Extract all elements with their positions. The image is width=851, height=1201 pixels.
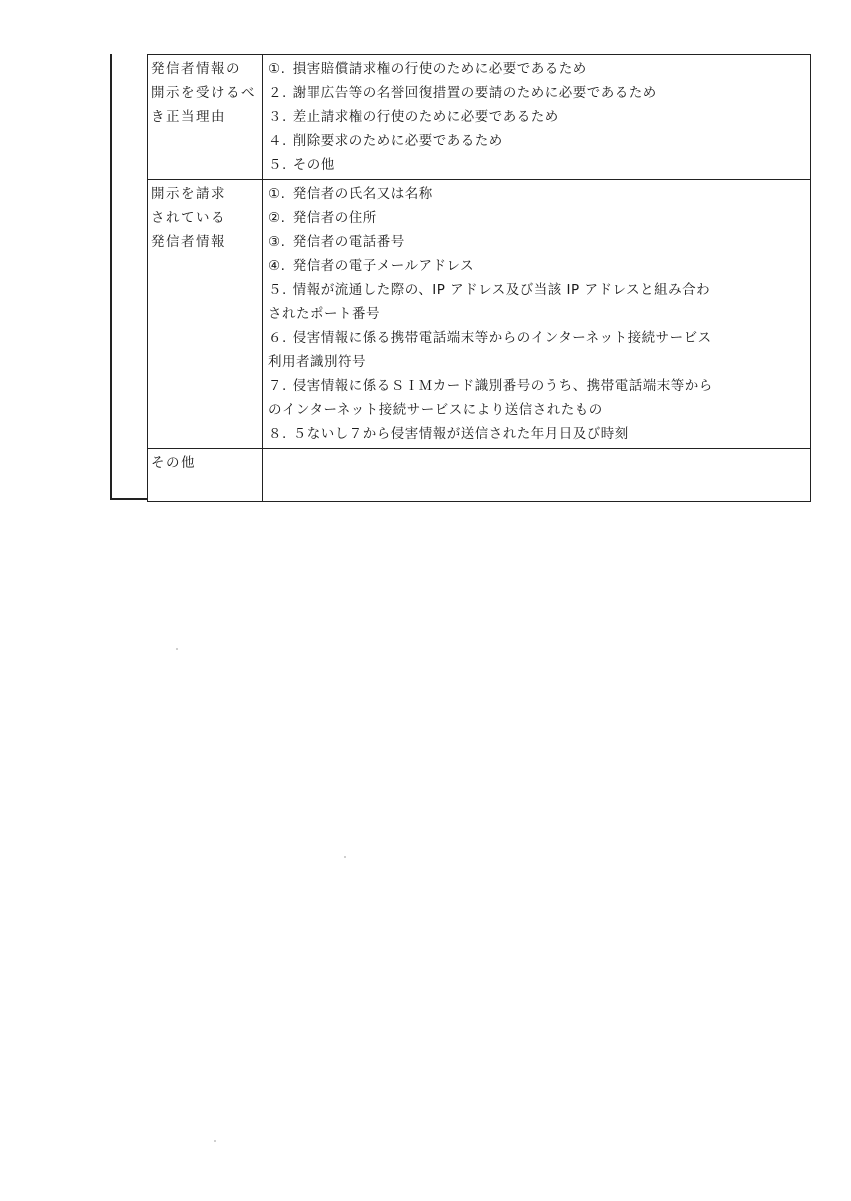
- list-item: [268, 129, 810, 153]
- table-row-other: [148, 449, 811, 502]
- disclosure-request-table: [147, 54, 811, 502]
- item-number: ２.: [268, 85, 287, 101]
- list-item: [268, 422, 810, 446]
- label-line: その他: [151, 455, 196, 471]
- list-item: [268, 374, 810, 398]
- label-legitimate-reasons: [148, 55, 263, 180]
- item-number: ８.: [268, 426, 287, 442]
- list-item: [268, 230, 810, 254]
- list-item: [268, 153, 810, 177]
- other-field: [263, 449, 811, 502]
- item-text: 侵害情報に係る携帯電話端末等からのインターネット接続サービス: [292, 330, 712, 346]
- list-item: [268, 326, 810, 350]
- item-text: ５ないし７から侵害情報が送信された年月日及び時刻: [292, 426, 629, 442]
- item-number: ①.: [268, 61, 286, 77]
- item-number: ７.: [268, 378, 287, 394]
- item-text: 謝罪広告等の名誉回復措置の要請のために必要であるため: [292, 85, 657, 101]
- item-number: ②.: [268, 210, 286, 226]
- label-line: 発信者情報の: [151, 61, 241, 77]
- label-other: [148, 449, 263, 502]
- list-item: [268, 278, 810, 302]
- item-number: ５.: [268, 282, 287, 298]
- label-line: 開示を受けるべ: [151, 85, 256, 101]
- item-text: 発信者の電話番号: [292, 234, 405, 250]
- label-requested-info: [148, 180, 263, 449]
- table-row-legitimate-reasons: [148, 55, 811, 180]
- list-item-continuation: のインターネット接続サービスにより送信されたもの: [268, 402, 603, 418]
- form-left-rail: [110, 54, 147, 500]
- list-item: [268, 182, 810, 206]
- label-line: 開示を請求: [151, 186, 226, 202]
- requested-info-list: [263, 180, 811, 449]
- item-text: 情報が流通した際の、IP アドレス及び当該 IP アドレスと組み合わ: [292, 282, 711, 298]
- item-text: 発信者の住所: [292, 210, 377, 226]
- label-line: されている: [151, 210, 226, 226]
- table-row-requested-info: [148, 180, 811, 449]
- list-item-continuation: 利用者識別符号: [268, 354, 366, 370]
- item-text: 削除要求のために必要であるため: [292, 133, 503, 149]
- item-text: 発信者の電子メールアドレス: [292, 258, 475, 274]
- scan-speck: [176, 648, 178, 650]
- item-text: 発信者の氏名又は名称: [292, 186, 433, 202]
- item-text: 損害賠償請求権の行使のために必要であるため: [292, 61, 587, 77]
- list-item: [268, 105, 810, 129]
- reasons-list: [263, 55, 811, 180]
- list-item: [268, 206, 810, 230]
- item-number: ③.: [268, 234, 286, 250]
- item-text: 侵害情報に係るＳＩＭカード識別番号のうち、携帯電話端末等から: [292, 378, 713, 394]
- item-number: ６.: [268, 330, 287, 346]
- item-text: 差止請求権の行使のために必要であるため: [292, 109, 559, 125]
- label-line: 発信者情報: [151, 234, 226, 250]
- item-number: ①.: [268, 186, 286, 202]
- list-item: [268, 57, 810, 81]
- item-number: ４.: [268, 133, 287, 149]
- item-number: ５.: [268, 157, 287, 173]
- list-item: [268, 81, 810, 105]
- list-item: [268, 254, 810, 278]
- scan-speck: [214, 1140, 216, 1142]
- list-item-continuation: されたポート番号: [268, 306, 380, 322]
- label-line: き正当理由: [151, 109, 226, 125]
- scan-speck: [344, 856, 346, 858]
- item-number: ④.: [268, 258, 286, 274]
- item-text: その他: [292, 157, 335, 173]
- item-number: ３.: [268, 109, 287, 125]
